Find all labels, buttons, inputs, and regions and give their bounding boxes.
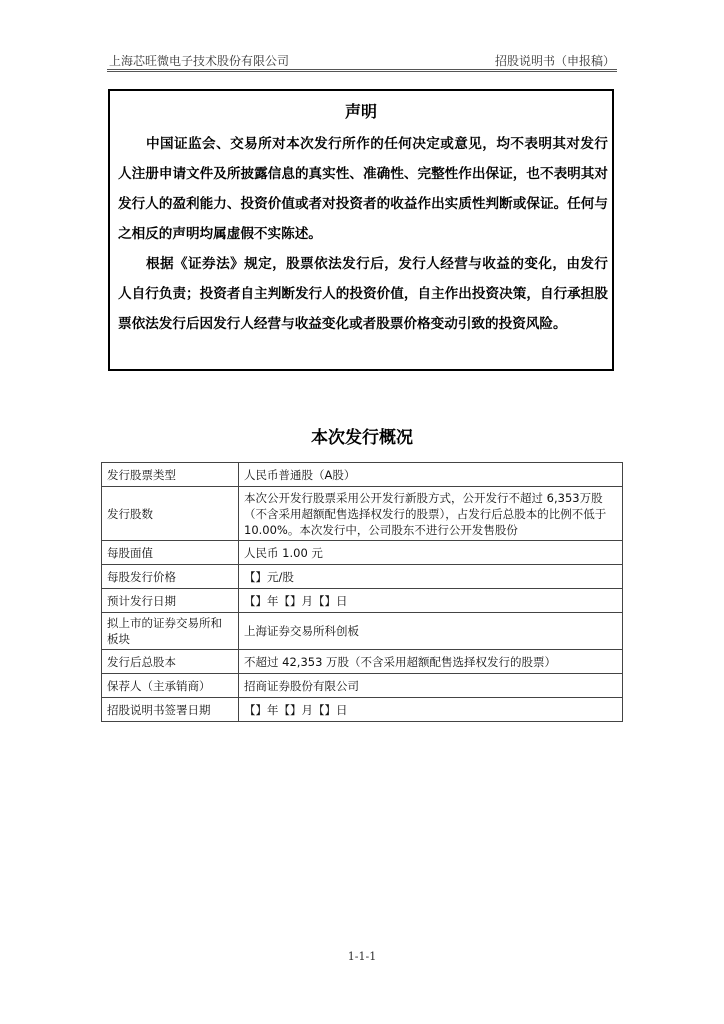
row-value: 【】年【】月【】日 [239, 589, 623, 613]
table-row [102, 541, 623, 565]
table-row [102, 698, 623, 722]
table-row [102, 674, 623, 698]
row-label: 招股说明书签署日期 [102, 698, 239, 722]
row-value: 人民币 1.00 元 [239, 541, 623, 565]
table-row [102, 565, 623, 589]
header-divider [107, 71, 617, 72]
row-value: 本次公开发行股票采用公开发行新股方式，公开发行不超过 6,353万股（不含采用超额配售选择权发行的股票），占发行后总股本的比例不低于 10.00%。本次发行中，公司股东不进行公开发售股份 [239, 487, 623, 541]
table-row [102, 613, 623, 650]
page-header [107, 50, 617, 68]
row-value: 【】元/股 [239, 565, 623, 589]
header-divider [107, 69, 617, 70]
page-number: 1-1-1 [347, 950, 377, 963]
row-value: 人民币普通股（A股） [239, 463, 623, 487]
row-label: 每股发行价格 [102, 565, 239, 589]
declaration-paragraph: 中国证监会、交易所对本次发行所作的任何决定或意见，均不表明其对发行人注册申请文件及所披露信息的真实性、准确性、完整性作出保证，也不表明其对发行人的盈利能力、投资价值或者对投资者的收益作出实质性判断或保证。任何与之相反的声明均属虚假不实陈述。 [118, 136, 608, 242]
row-value: 【】年【】月【】日 [239, 698, 623, 722]
declaration-box [108, 89, 614, 371]
row-label: 发行股票类型 [102, 463, 239, 487]
row-value: 上海证券交易所科创板 [239, 613, 623, 650]
row-label: 保荐人（主承销商） [102, 674, 239, 698]
table-row [102, 589, 623, 613]
overview-title: 本次发行概况 [311, 428, 413, 448]
header-document-type: 招股说明书（申报稿） [494, 54, 615, 68]
row-value: 招商证券股份有限公司 [239, 674, 623, 698]
row-label: 发行股数 [102, 487, 239, 541]
declaration-title: 声明 [344, 102, 377, 121]
table-row [102, 487, 623, 541]
row-label: 发行后总股本 [102, 650, 239, 674]
declaration-paragraph: 根据《证券法》规定，股票依法发行后，发行人经营与收益的变化，由发行人自行负责；投资者自主判断发行人的投资价值，自主作出投资决策，自行承担股票依法发行后因发行人经营与收益变化或者股票价格变动引致的投资风险。 [118, 256, 608, 332]
row-value: 不超过 42,353 万股（不含采用超额配售选择权发行的股票） [239, 650, 623, 674]
overview-table [101, 462, 623, 722]
row-label: 每股面值 [102, 541, 239, 565]
table-row [102, 463, 623, 487]
table-row [102, 650, 623, 674]
header-company-name: 上海芯旺微电子技术股份有限公司 [109, 54, 290, 68]
row-label: 预计发行日期 [102, 589, 239, 613]
row-label: 拟上市的证券交易所和板块 [102, 613, 239, 650]
